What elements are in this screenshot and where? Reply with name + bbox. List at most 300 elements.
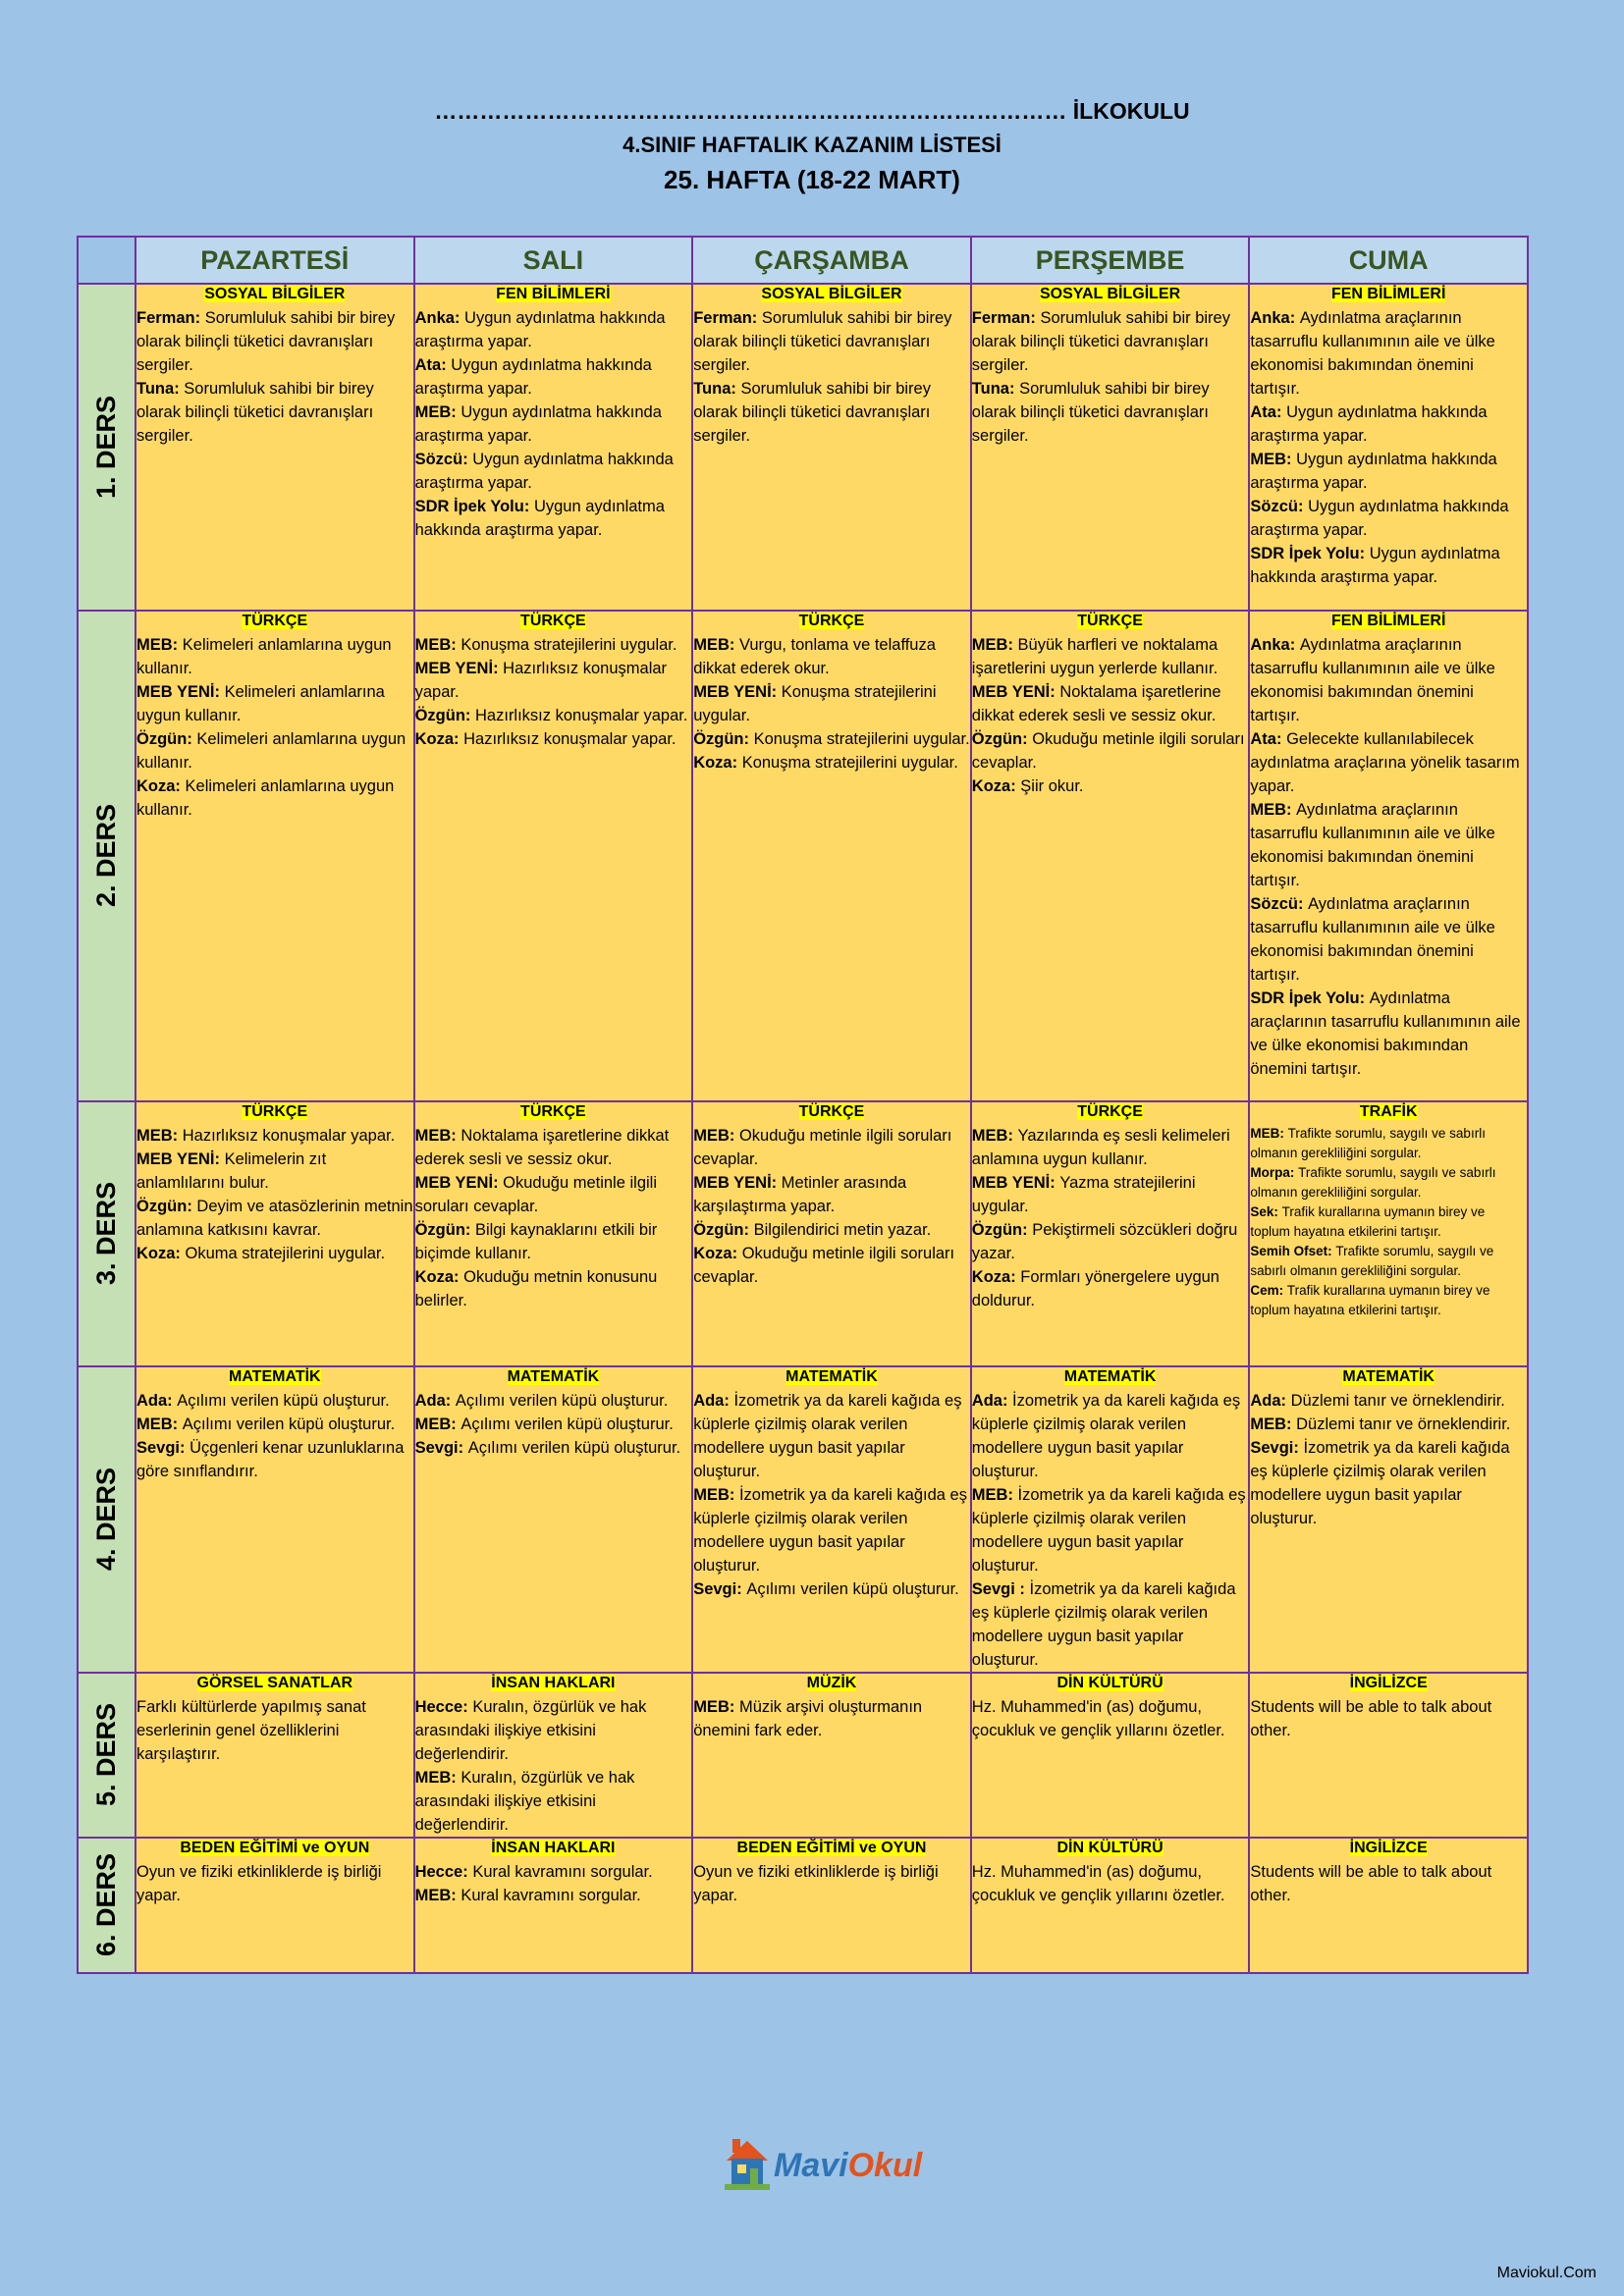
outcome-entry <box>415 727 692 751</box>
outcome-text: Uygun aydınlatma hakkında araştırma yapar. <box>414 451 674 492</box>
publisher-separator: : <box>1286 801 1297 819</box>
publisher-name: Ada <box>693 1392 725 1410</box>
publisher-name: Koza <box>971 1268 1011 1286</box>
house-icon <box>725 2135 770 2196</box>
outcome-entry <box>972 1218 1249 1265</box>
outcome-entry <box>693 1860 970 1907</box>
week-title: 25. HAFTA (18-22 MART) <box>664 165 960 194</box>
subject-heading <box>415 1102 692 1122</box>
lesson-cell <box>414 284 693 611</box>
lesson-label-cell <box>78 1366 135 1673</box>
publisher-separator: : <box>1050 1174 1060 1192</box>
outcome-entry <box>415 1884 692 1907</box>
publisher-name: MEB <box>136 636 173 654</box>
lesson-label-cell <box>78 1838 135 1973</box>
outcome-text: Kelimeleri anlamlarına uygun kullanır. <box>136 636 392 677</box>
publisher-separator: : <box>464 1221 476 1239</box>
publisher-separator: : <box>1275 403 1287 421</box>
outcome-entry <box>415 353 692 400</box>
publisher-separator: : <box>462 1863 473 1881</box>
publisher-name: Sözcü <box>1250 498 1298 515</box>
lesson-label-cell <box>78 611 135 1101</box>
publisher-name: Tuna <box>971 380 1009 398</box>
outcome-entry <box>415 306 692 353</box>
subject-heading <box>972 1102 1249 1122</box>
publisher-name: Koza <box>971 777 1011 795</box>
subject-label: İNGİLİZCE <box>1349 1675 1428 1691</box>
publisher-name: MEB <box>414 636 452 654</box>
lesson-cell <box>692 1366 971 1673</box>
outcome-text: Aydınlatma araçlarının tasarruflu kullanımının aile ve ülke ekonomisi bakımından önemini tartışır. <box>1250 895 1495 984</box>
outcome-text: Oyun ve fiziki etkinliklerde iş birliği yapar. <box>693 1863 939 1904</box>
publisher-name: MEB YENİ <box>693 683 772 701</box>
publisher-name: MEB <box>971 1486 1008 1504</box>
lesson-cell <box>135 611 414 1101</box>
lesson-cell <box>135 1101 414 1366</box>
publisher-separator: : <box>167 1392 178 1410</box>
subject-label: TÜRKÇE <box>242 1103 308 1120</box>
publisher-name: Özgün <box>971 730 1023 748</box>
outcome-text: Hazırlıksız konuşmalar yapar. <box>414 660 668 701</box>
publisher-separator: : <box>729 1486 739 1504</box>
publisher-separator: : <box>1359 989 1370 1007</box>
outcome-entry <box>1250 1860 1527 1907</box>
publisher-name: Özgün <box>414 707 465 724</box>
publisher-name: MEB YENİ <box>693 1174 772 1192</box>
outcome-text: Okuduğu metinle ilgili soruları cevaplar. <box>414 1174 657 1215</box>
publisher-separator: : <box>1286 451 1297 468</box>
publisher-name: Sevgi <box>1250 1439 1294 1457</box>
outcome-text: Trafikte sorumlu, saygılı ve sabırlı olmanın gerekliliğini sorgular. <box>1250 1244 1494 1278</box>
publisher-name: Semih Ofset <box>1250 1244 1328 1258</box>
subject-heading <box>1250 1674 1527 1693</box>
publisher-separator: : <box>180 1439 190 1457</box>
outcome-entry <box>693 1389 970 1483</box>
outcome-text: Uygun aydınlatma hakkında araştırma yapar. <box>1250 403 1488 445</box>
publisher-separator: : <box>743 730 754 748</box>
outcome-entry <box>415 1218 692 1265</box>
lesson-cell <box>1249 1673 1528 1838</box>
publisher-name: Cem <box>1250 1283 1279 1298</box>
publisher-name: Ada <box>1250 1392 1281 1410</box>
outcome-text: İzometrik ya da kareli kağıda eş küplerle çizilmiş olarak verilen modellere uygun basit yapılar oluşturur. <box>971 1580 1236 1669</box>
subject-heading <box>415 1367 692 1387</box>
lesson-cell <box>971 1101 1250 1366</box>
outcome-entry <box>1250 987 1527 1081</box>
publisher-separator: : <box>729 1127 739 1145</box>
outcome-entry <box>693 751 970 774</box>
subject-label: İNSAN HAKLARI <box>491 1675 616 1691</box>
publisher-name: MEB YENİ <box>971 683 1051 701</box>
outcome-text: Düzlemi tanır ve örneklendirir. <box>1296 1415 1511 1433</box>
publisher-separator: : <box>1019 1580 1030 1598</box>
publisher-separator: : <box>751 309 762 327</box>
outcome-text: Uygun aydınlatma hakkında araştırma yapar. <box>414 356 652 398</box>
publisher-separator: : <box>771 683 782 701</box>
publisher-separator: : <box>451 636 461 654</box>
outcome-text: Oyun ve fiziki etkinliklerde iş birliği yapar. <box>136 1863 382 1904</box>
outcome-text: Kural kavramını sorgular. <box>472 1863 653 1881</box>
outcome-text: İzometrik ya da kareli kağıda eş küplerle çizilmiş olarak verilen modellere uygun basit yapılar oluşturur. <box>693 1486 967 1575</box>
publisher-name: Hecce <box>414 1698 463 1716</box>
publisher-separator: : <box>1289 309 1300 327</box>
subject-label: FEN BİLİMLERİ <box>496 286 611 302</box>
publisher-name: Sevgi <box>414 1439 459 1457</box>
publisher-separator: : <box>451 1415 461 1433</box>
outcome-text: Açılımı verilen küpü oluşturur. <box>746 1580 959 1598</box>
publisher-separator: : <box>729 1698 739 1716</box>
publisher-separator: : <box>1273 1204 1282 1219</box>
publisher-name: Anka <box>1250 309 1290 327</box>
outcome-text: Hz. Muhammed'in (as) doğumu, çocukluk ve gençlik yıllarını özetler. <box>971 1698 1225 1739</box>
outcome-text: Kelimeleri anlamlarına uygun kullanır. <box>136 683 385 724</box>
publisher-separator: : <box>214 1150 225 1168</box>
outcome-text: Kelimeleri anlamlarına uygun kullanır. <box>136 777 395 819</box>
publisher-name: Morpa <box>1250 1165 1290 1180</box>
publisher-separator: : <box>731 1245 742 1262</box>
outcome-entry <box>972 1265 1249 1312</box>
outcome-text: Vurgu, tonlama ve telaffuza dikkat ederek okur. <box>693 636 936 677</box>
lesson-label: 5. DERS <box>91 1703 121 1807</box>
outcome-entry <box>136 1242 413 1265</box>
publisher-separator: : <box>1278 1283 1287 1298</box>
outcome-entry <box>415 495 692 542</box>
publisher-name: Koza <box>414 1268 455 1286</box>
publisher-separator: : <box>729 636 739 654</box>
publisher-separator: : <box>172 1127 183 1145</box>
lesson-cell <box>971 1366 1250 1673</box>
outcome-entry <box>693 1483 970 1577</box>
outcome-text: Konuşma stratejilerini uygular. <box>753 730 970 748</box>
outcome-text: İzometrik ya da kareli kağıda eş küplerle çizilmiş olarak verilen modellere uygun basit yapılar oluşturur. <box>971 1486 1246 1575</box>
day-header: CUMA <box>1249 237 1528 284</box>
outcome-text: Students will be able to talk about other. <box>1250 1863 1492 1904</box>
subject-label: MATEMATİK <box>785 1368 878 1385</box>
outcome-entry <box>693 377 970 448</box>
outcome-text: Açılımı verilen küpü oluşturur. <box>177 1392 390 1410</box>
publisher-separator: : <box>1279 1126 1288 1141</box>
publisher-separator: : <box>1275 730 1287 748</box>
outcome-entry <box>415 1265 692 1312</box>
publisher-separator: : <box>731 754 742 772</box>
publisher-name: Ada <box>971 1392 1002 1410</box>
publisher-name: Anka <box>1250 636 1290 654</box>
lesson-label-cell <box>78 1673 135 1838</box>
publisher-name: Koza <box>136 1245 176 1262</box>
publisher-separator: : <box>771 1174 782 1192</box>
lesson-row <box>78 1366 1528 1673</box>
outcome-entry <box>972 1695 1249 1742</box>
subject-label: DİN KÜLTÜRÜ <box>1056 1840 1164 1856</box>
publisher-separator: : <box>172 636 183 654</box>
outcome-entry <box>1250 1124 1527 1163</box>
publisher-name: MEB <box>414 403 452 421</box>
outcome-text: Farklı kültürlerde yapılmış sanat eserlerinin genel özelliklerini karşılaştırır. <box>136 1698 366 1763</box>
outcome-text: Kural kavramını sorgular. <box>460 1887 641 1904</box>
outcome-text: Students will be able to talk about other. <box>1250 1698 1492 1739</box>
lesson-cell <box>692 611 971 1101</box>
outcome-text: Uygun aydınlatma hakkında araştırma yapar. <box>414 403 662 445</box>
outcome-entry <box>415 1389 692 1413</box>
lesson-cell <box>692 1838 971 1973</box>
publisher-separator: : <box>441 356 452 374</box>
subject-heading <box>415 612 692 631</box>
publisher-name: MEB <box>971 1127 1008 1145</box>
outcome-entry <box>693 1242 970 1289</box>
outcome-text: Noktalama işaretlerine dikkat ederek sesli ve sessiz okur. <box>414 1127 670 1168</box>
publisher-name: Sek <box>1250 1204 1274 1219</box>
outcome-entry <box>415 448 692 495</box>
outcome-entry <box>972 1171 1249 1218</box>
publisher-name: MEB <box>1250 1415 1287 1433</box>
publisher-separator: : <box>743 1221 754 1239</box>
publisher-name: Koza <box>693 1245 732 1262</box>
subject-heading <box>415 1839 692 1858</box>
publisher-separator: : <box>736 1580 747 1598</box>
publisher-name: Koza <box>136 777 176 795</box>
subject-label: TRAFİK <box>1359 1103 1418 1120</box>
subject-heading <box>415 1674 692 1693</box>
publisher-name: MEB <box>693 1698 730 1716</box>
lesson-cell <box>135 1366 414 1673</box>
outcome-text: Trafikte sorumlu, saygılı ve sabırlı olmanın gerekliliğini sorgular. <box>1250 1126 1486 1160</box>
publisher-separator: : <box>1297 498 1309 515</box>
day-header: PERŞEMBE <box>971 237 1250 284</box>
publisher-separator: : <box>1327 1244 1336 1258</box>
school-name: ………………………………………………………………………… İLKOKULU <box>434 98 1190 124</box>
publisher-name: MEB YENİ <box>971 1174 1051 1192</box>
publisher-name: Anka <box>414 309 455 327</box>
publisher-separator: : <box>175 777 186 795</box>
subject-heading <box>1250 285 1527 304</box>
outcome-text: Müzik arşivi oluşturmanın önemini fark eder. <box>693 1698 923 1739</box>
outcome-text: Uygun aydınlatma hakkında araştırma yapar. <box>1250 545 1500 586</box>
outcome-entry <box>693 306 970 377</box>
lesson-cell <box>1249 1366 1528 1673</box>
outcome-text: Okuduğu metnin konusunu belirler. <box>414 1268 658 1309</box>
subject-label: TÜRKÇE <box>1077 613 1143 629</box>
publisher-separator: : <box>1022 1221 1033 1239</box>
publisher-separator: : <box>493 1174 504 1192</box>
lesson-cell <box>135 284 414 611</box>
lesson-cell <box>135 1838 414 1973</box>
publisher-separator: : <box>174 380 185 398</box>
outcome-text: Uygun aydınlatma hakkında araştırma yapar. <box>1250 451 1497 492</box>
publisher-separator: : <box>1359 545 1370 562</box>
outcome-text: Metinler arasında karşılaştırma yapar. <box>693 1174 907 1215</box>
publisher-separator: : <box>1022 730 1033 748</box>
publisher-separator: : <box>1010 1268 1021 1286</box>
outcome-entry <box>972 1483 1249 1577</box>
outcome-text: Açılımı verilen küpü oluşturur. <box>455 1392 669 1410</box>
outcome-text: Hazırlıksız konuşmalar yapar. <box>475 707 688 724</box>
outcome-entry <box>972 1124 1249 1171</box>
publisher-name: Özgün <box>693 1221 744 1239</box>
day-header: ÇARŞAMBA <box>692 237 971 284</box>
publisher-separator: : <box>1007 1486 1018 1504</box>
outcome-entry <box>693 680 970 727</box>
outcome-entry <box>136 727 413 774</box>
publisher-separator: : <box>523 498 534 515</box>
subject-heading <box>1250 612 1527 631</box>
publisher-name: MEB <box>971 636 1008 654</box>
logo-text-okul: Okul <box>847 2147 923 2184</box>
outcome-text: Düzlemi tanır ve örneklendirir. <box>1290 1392 1505 1410</box>
outcome-text: Uygun aydınlatma hakkında araştırma yapar. <box>1250 498 1509 539</box>
subject-label: İNGİLİZCE <box>1349 1840 1428 1856</box>
publisher-separator: : <box>175 1245 186 1262</box>
outcome-entry <box>415 704 692 727</box>
outcome-text: Bilgi kaynaklarını etkili bir biçimde kullanır. <box>414 1221 658 1262</box>
publisher-name: MEB <box>414 1415 452 1433</box>
subject-label: DİN KÜLTÜRÜ <box>1056 1675 1164 1691</box>
outcome-text: Okuduğu metinle ilgili soruları cevaplar. <box>971 730 1245 772</box>
outcome-entry <box>693 1218 970 1242</box>
outcome-text: Aydınlatma araçlarının tasarruflu kullanımının aile ve ülke ekonomisi bakımından önemini tartışır. <box>1250 801 1495 889</box>
outcome-entry <box>136 680 413 727</box>
publisher-name: Ferman <box>693 309 752 327</box>
lesson-cell <box>414 611 693 1101</box>
subject-heading <box>693 1839 970 1858</box>
outcome-text: Pekiştirmeli sözcükleri doğru yazar. <box>971 1221 1238 1262</box>
outcome-entry <box>693 1577 970 1601</box>
publisher-separator: : <box>493 660 504 677</box>
publisher-separator: : <box>454 1268 464 1286</box>
outcome-text: Açılımı verilen küpü oluşturur. <box>182 1415 396 1433</box>
outcome-entry <box>1250 1389 1527 1413</box>
lesson-cell <box>414 1673 693 1838</box>
publisher-separator: : <box>731 380 741 398</box>
subject-heading <box>136 1367 413 1387</box>
subject-heading <box>972 285 1249 304</box>
outcome-entry <box>1250 1202 1527 1242</box>
outcome-text: Konuşma stratejilerini uygular. <box>460 636 677 654</box>
subject-label: TÜRKÇE <box>1077 1103 1143 1120</box>
subject-heading <box>136 1102 413 1122</box>
lesson-row <box>78 1673 1528 1838</box>
lesson-label-cell <box>78 1101 135 1366</box>
lesson-cell <box>971 1838 1250 1973</box>
outcome-entry <box>136 1148 413 1195</box>
outcome-text: Üçgenleri kenar uzunluklarına göre sınıflandırır. <box>136 1439 405 1480</box>
publisher-name: Koza <box>414 730 455 748</box>
lesson-row <box>78 1838 1528 1973</box>
outcome-entry <box>972 727 1249 774</box>
subject-label: TÜRKÇE <box>520 613 586 629</box>
lesson-cell <box>414 1838 693 1973</box>
publisher-separator: : <box>172 1415 183 1433</box>
outcome-text: Sorumluluk sahibi bir birey olarak bilinçli tüketici davranışları sergiler. <box>136 380 374 445</box>
subject-label: MATEMATİK <box>1063 1368 1157 1385</box>
outcome-entry <box>1250 542 1527 589</box>
subject-label: TÜRKÇE <box>798 1103 865 1120</box>
subject-label: TÜRKÇE <box>242 613 308 629</box>
outcome-entry <box>136 1413 413 1436</box>
publisher-name: SDR İpek Yolu <box>414 498 524 515</box>
lesson-cell <box>414 1366 693 1673</box>
publisher-separator: : <box>1030 309 1041 327</box>
publisher-name: Ata <box>1250 730 1276 748</box>
subject-heading <box>136 285 413 304</box>
corner-cell <box>78 237 135 284</box>
publisher-separator: : <box>1010 777 1021 795</box>
outcome-text: İzometrik ya da kareli kağıda eş küplerle çizilmiş olarak verilen modellere uygun basit yapılar oluşturur. <box>693 1392 962 1480</box>
subject-heading <box>693 612 970 631</box>
publisher-name: Ferman <box>136 309 195 327</box>
outcome-text: Şiir okur. <box>1020 777 1084 795</box>
subject-label: FEN BİLİMLERİ <box>1330 286 1446 302</box>
outcome-text: Aydınlatma araçlarının tasarruflu kullanımının aile ve ülke ekonomisi bakımından önemini tartışır. <box>1250 636 1495 724</box>
subject-heading <box>1250 1839 1527 1858</box>
publisher-separator: : <box>464 707 476 724</box>
outcome-entry <box>693 727 970 751</box>
outcome-text: Kuralın, özgürlük ve hak arasındaki ilişkiye etkisini değerlendirir. <box>414 1698 647 1763</box>
outcome-entry <box>972 633 1249 680</box>
publisher-name: MEB <box>693 636 730 654</box>
outcome-text: Büyük harfleri ve noktalama işaretlerini uygun yerlerde kullanır. <box>971 636 1218 677</box>
publisher-separator: : <box>187 730 197 748</box>
lesson-cell <box>135 1673 414 1838</box>
outcome-text: Açılımı verilen küpü oluşturur. <box>460 1415 674 1433</box>
lesson-label: 4. DERS <box>91 1468 121 1572</box>
outcome-text: Aydınlatma araçlarının tasarruflu kullanımının aile ve ülke ekonomisi bakımından önemini tartışır. <box>1250 309 1495 398</box>
lesson-label-cell <box>78 284 135 611</box>
outcome-text: Trafikte sorumlu, saygılı ve sabırlı olmanın gerekliliğini sorgular. <box>1250 1165 1496 1200</box>
publisher-separator: : <box>1008 380 1020 398</box>
outcome-entry <box>1250 1163 1527 1202</box>
outcome-entry <box>415 1171 692 1218</box>
outcome-text: Okuduğu metinle ilgili soruları cevaplar. <box>693 1127 952 1168</box>
outcome-entry <box>415 1766 692 1837</box>
publisher-separator: : <box>194 309 205 327</box>
subject-label: MATEMATİK <box>1342 1368 1435 1385</box>
outcome-text: Okuduğu metinle ilgili soruları cevaplar. <box>693 1245 955 1286</box>
outcome-entry <box>136 1124 413 1148</box>
outcome-entry <box>972 1389 1249 1483</box>
subject-heading <box>972 612 1249 631</box>
publisher-name: Ata <box>1250 403 1276 421</box>
outcome-entry <box>415 1695 692 1766</box>
subject-heading <box>693 1102 970 1122</box>
publisher-separator: : <box>462 1698 473 1716</box>
outcome-entry <box>1250 1436 1527 1530</box>
publisher-name: Özgün <box>971 1221 1023 1239</box>
outcome-text: Kelimelerin zıt anlamlılarını bulur. <box>136 1150 327 1192</box>
publisher-name: MEB YENİ <box>136 683 215 701</box>
lesson-cell <box>692 1673 971 1838</box>
outcome-entry <box>415 400 692 448</box>
outcome-entry <box>415 633 692 657</box>
lesson-cell <box>971 1673 1250 1838</box>
plan-body <box>78 284 1528 1973</box>
publisher-name: Sözcü <box>1250 895 1298 913</box>
outcome-text: Sorumluluk sahibi bir birey olarak bilinçli tüketici davranışları sergiler. <box>693 380 931 445</box>
outcome-entry <box>1250 495 1527 542</box>
outcome-entry <box>1250 1281 1527 1320</box>
publisher-separator: : <box>724 1392 734 1410</box>
publisher-name: Özgün <box>693 730 744 748</box>
subject-label: SOSYAL BİLGİLER <box>204 286 346 302</box>
lesson-label: 2. DERS <box>91 804 121 908</box>
outcome-entry <box>1250 798 1527 892</box>
outcome-text: Uygun aydınlatma hakkında araştırma yapar. <box>414 309 666 350</box>
publisher-name: MEB <box>414 1769 452 1787</box>
footer-site: Maviokul.Com <box>1496 2265 1597 2281</box>
publisher-name: MEB <box>136 1127 173 1145</box>
outcome-entry <box>1250 306 1527 400</box>
outcome-entry <box>1250 400 1527 448</box>
subject-heading <box>972 1674 1249 1693</box>
